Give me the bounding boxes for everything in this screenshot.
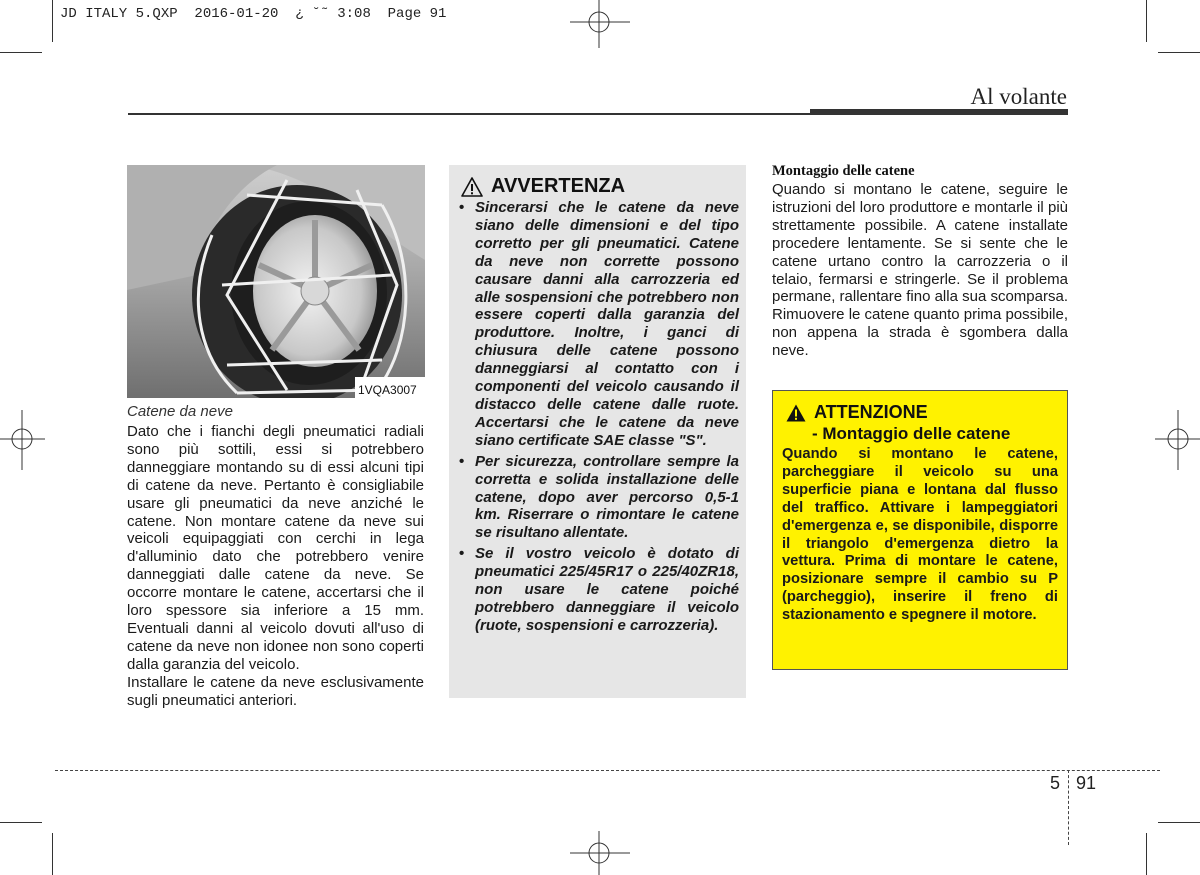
- caution-subtitle: - Montaggio delle catene: [812, 424, 1011, 443]
- crop-mark: [0, 52, 42, 53]
- caution-title: ATTENZIONE: [814, 402, 928, 422]
- image-code: 1VQA3007: [358, 383, 417, 397]
- crop-mark: [52, 0, 53, 42]
- warning-item: • Sincerarsi che le catene da neve siano delle dimensioni e del tipo corretto per gli pneumatici. Catene da neve non corrette possono causare danni alla carrozzeria ed alle sospensioni che potrebbero non essere coperti dalla garanzia del produttore. Inoltre, i ganci di chiusura delle catene possono danneggiarsi al contatto con i componenti del veicolo causando il distacco delle catene dalle ruote. Accertarsi che le catene da neve siano certificate SAE classe "S".: [458, 199, 739, 450]
- warning-title: AVVERTENZA: [491, 175, 626, 197]
- registration-mark-top: [570, 0, 630, 50]
- caution-heading: [786, 402, 928, 423]
- chapter-number: 5: [1050, 773, 1061, 793]
- warning-heading: [461, 175, 625, 198]
- image-caption: Catene da neve: [127, 403, 233, 420]
- crop-mark: [1158, 52, 1200, 53]
- registration-mark-left: [0, 410, 45, 470]
- crop-mark: [52, 833, 53, 875]
- caution-triangle-icon: [786, 404, 806, 422]
- caution-body: Quando si montano le catene, parcheggiare il veicolo su una superficie piana e lontana dal flusso del traffico. Attivare i lampeggiatori d'emergenza e, se disponibile, disporre il triangolo d'emergenza dietro la vettura. Prima di montare le catene, posizionare sempre il cambio su P (parcheggio), inserire il freno di stazionamento e spegnere il motore.: [782, 446, 1058, 624]
- page-number: 91: [1076, 773, 1097, 793]
- section-subtitle: Montaggio delle catene: [772, 163, 915, 179]
- warning-list: [458, 199, 739, 638]
- print-slug: JD ITALY 5.QXP 2016-01-20 ¿ ˘˜ 3:08 Page 91: [60, 6, 447, 22]
- crop-mark: [1146, 0, 1147, 42]
- registration-mark-bottom: [570, 828, 630, 875]
- registration-mark-right: [1155, 410, 1200, 470]
- crop-mark: [0, 822, 42, 823]
- snow-chain-photo: [127, 165, 425, 398]
- chapter-title: Al volante: [970, 84, 1067, 109]
- left-paragraph-1: Dato che i fianchi degli pneumatici radiali sono più sottili, essi si potrebbero danneggiare montando su di essi alcuni tipi di catene da neve. Pertanto è consigliabile usare gli pneumatici da neve anziché le catene. Non montare catene da neve sui veicoli equipaggiati con cerchi in lega d'alluminio dato che potrebbero venire danneggiati dalle catene da neve. Se occorre montare le catene, accertarsi che il loro spessore sia inferiore a 15 mm. Eventuali danni al veicolo dovuti all'uso di catene da neve non idonee non sono coperti dalla garanzia del veicolo.: [127, 423, 424, 673]
- footer-rule: [55, 770, 1160, 771]
- header-rule-accent: [810, 109, 1068, 115]
- footer-divider: [1068, 770, 1069, 845]
- right-body-text: Quando si montano le catene, seguire le istruzioni del loro produttore e montarle il più strettamente possibile. A catene installate procedere lentamente. Se si sente che le catene urtano contro la carrozzeria o il telaio, fermarsi e stringerle. Se il problema permane, rallentare fino alla sua scomparsa. Rimuovere le catene quanto prima possibile, non appena la strada è sgombera dalla neve.: [772, 181, 1068, 360]
- warning-item: • Se il vostro veicolo è dotato di pneumatici 225/45R17 o 225/40ZR18, non usare le catene poiché potrebbero danneggiare il veicolo (ruote, sospensioni e carrozzeria).: [458, 545, 739, 635]
- warning-item: • Per sicurezza, controllare sempre la corretta e solida installazione delle catene, dopo aver percorso 0,5-1 km. Riserrare o rimontare le catene se risultano allentate.: [458, 453, 739, 543]
- crop-mark: [1146, 833, 1147, 875]
- warning-triangle-icon: [461, 177, 483, 197]
- left-body-text: [127, 423, 424, 710]
- left-paragraph-2: Installare le catene da neve esclusivamente sugli pneumatici anteriori.: [127, 673, 424, 709]
- crop-mark: [1158, 822, 1200, 823]
